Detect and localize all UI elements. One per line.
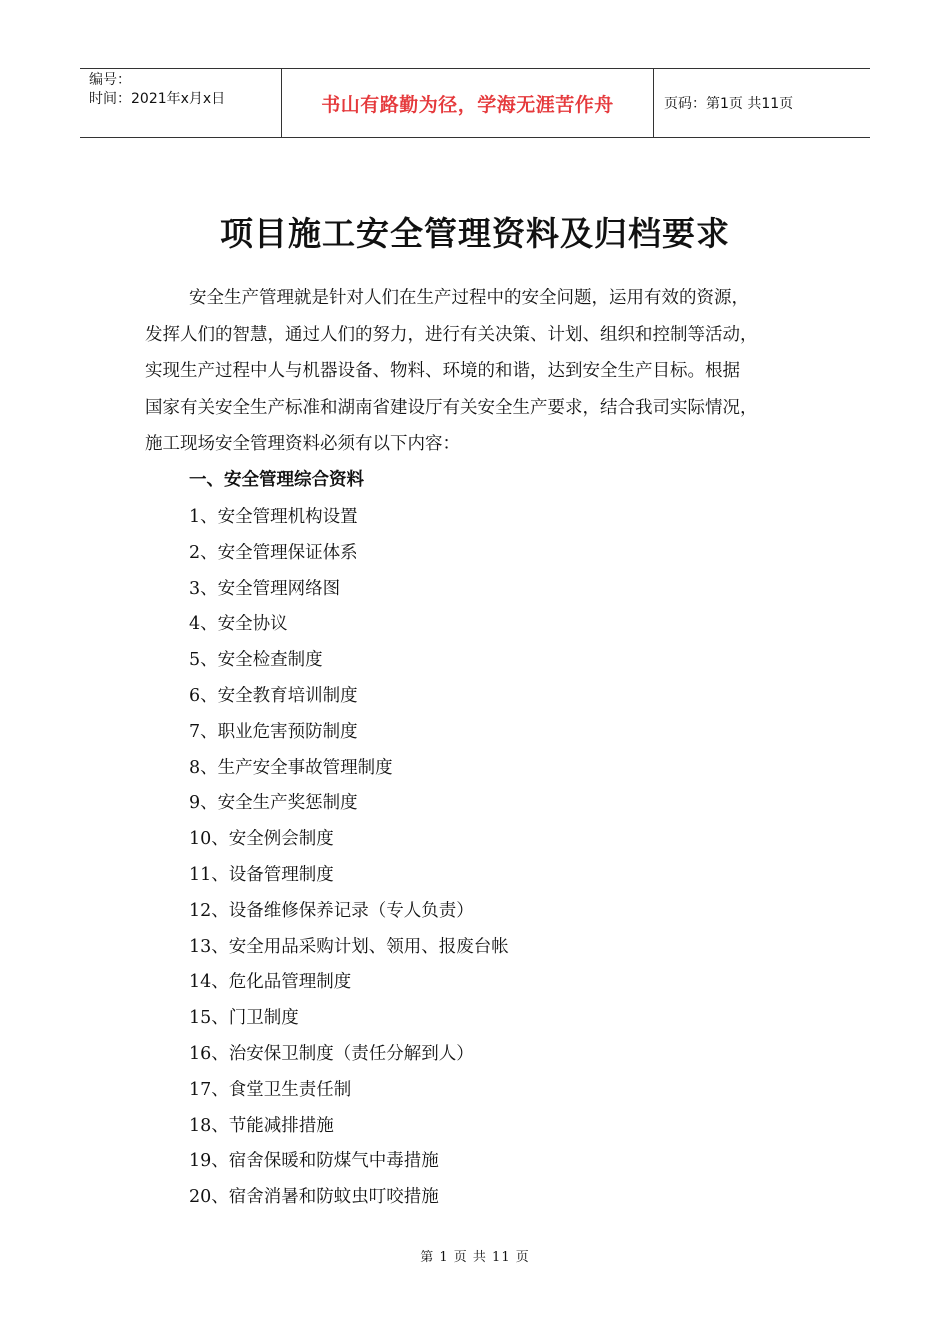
list-item: 10、安全例会制度 — [189, 829, 334, 850]
list-item: 5、安全检查制度 — [189, 650, 323, 671]
requirements-list — [189, 500, 509, 1216]
list-item: 13、安全用品采购计划、领用、报废台帐 — [189, 936, 509, 957]
time-label: 时间：2021年x月x日 — [89, 91, 226, 107]
header-meta — [80, 69, 281, 137]
list-item: 12、设备维修保养记录（专人负责） — [189, 900, 474, 921]
list-item: 7、职业危害预防制度 — [189, 721, 358, 742]
document-header — [80, 68, 870, 138]
list-item: 17、食堂卫生责任制 — [189, 1079, 352, 1100]
intro-line: 国家有关安全生产标准和湖南省建设厅有关安全生产要求，结合我司实际情况， — [145, 397, 758, 418]
header-page-code: 页码：第1页 共11页 — [664, 96, 794, 112]
list-item: 20、宿舍消暑和防蚊虫叮咬措施 — [189, 1187, 439, 1208]
list-item: 1、安全管理机构设置 — [189, 507, 358, 527]
list-item: 9、安全生产奖惩制度 — [189, 793, 358, 814]
header-motto: 书山有路勤为径，学海无涯苦作舟 — [281, 69, 654, 137]
intro-line: 安全生产管理就是针对人们在生产过程中的安全问题，运用有效的资源， — [189, 288, 749, 308]
list-item: 14、危化品管理制度 — [189, 972, 352, 993]
intro-paragraph — [145, 280, 810, 463]
list-item: 8、生产安全事故管理制度 — [189, 757, 393, 778]
list-item: 3、安全管理网络图 — [189, 578, 341, 599]
list-item: 15、门卫制度 — [189, 1008, 299, 1029]
document-title: 项目施工安全管理资料及归档要求 — [220, 214, 730, 253]
list-item: 19、宿舍保暖和防煤气中毒措施 — [189, 1151, 439, 1172]
intro-line: 施工现场安全管理资料必须有以下内容： — [145, 434, 460, 454]
list-item: 18、节能减排措施 — [189, 1115, 334, 1136]
section-heading: 一、安全管理综合资料 — [189, 470, 364, 490]
list-item: 4、安全协议 — [189, 614, 288, 635]
list-item: 11、设备管理制度 — [189, 864, 334, 885]
list-item: 2、安全管理保证体系 — [189, 542, 358, 563]
page-footer: 第 1 页 共 11 页 — [420, 1250, 530, 1265]
intro-line: 实现生产过程中人与机器设备、物料、环境的和谐，达到安全生产目标。根据 — [145, 361, 740, 381]
list-item: 6、安全教育培训制度 — [189, 685, 358, 706]
number-label: 编号： — [89, 72, 131, 88]
list-item: 16、治安保卫制度（责任分解到人） — [189, 1043, 474, 1064]
intro-line: 发挥人们的智慧，通过人们的努力，进行有关决策、计划、组织和控制等活动， — [145, 324, 758, 345]
